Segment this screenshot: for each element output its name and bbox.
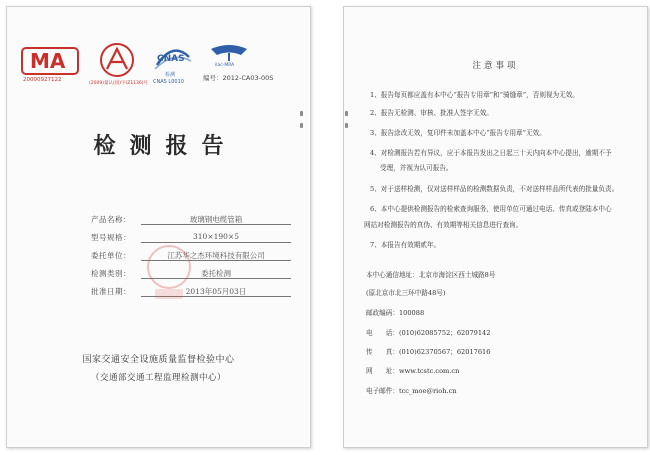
date-stamp [155, 289, 183, 299]
note-line: 1、报告每页都应盖有本中心“报告专用章”和“骑缝章”，否则视为无效。 [370, 91, 579, 99]
cal-logo-graphic [89, 43, 145, 79]
field-product-name [91, 214, 243, 225]
cnas-logo [153, 45, 193, 89]
contact-value: 100088 [398, 309, 425, 317]
field-label: 型号规格： [91, 233, 131, 242]
contact-label: 传 真： [366, 348, 399, 356]
field-label: 产品名称： [91, 215, 131, 224]
ilac-logo [207, 43, 251, 71]
address-line: 本中心通信地址：北京市海淀区西土城路8号 [366, 271, 496, 279]
contact-label: 邮政编码： [366, 309, 399, 317]
contact-postcode [366, 307, 424, 317]
contact-value: (010)62370567；62017616 [398, 348, 491, 356]
note-line: 网站对检测报告的真伪、有效期等相关信息进行查询。 [364, 221, 523, 229]
field-client [91, 250, 265, 261]
contact-website [366, 365, 459, 375]
field-value: 江苏华之杰环境科技有限公司 [167, 251, 265, 260]
contact-value: (010)62085752；62079142 [398, 329, 491, 337]
field-label: 委托单位： [91, 251, 131, 260]
field-label: 检测类别： [91, 269, 131, 278]
contact-value: www.tcstc.com.cn [398, 367, 460, 375]
page-title: 检测报告 [93, 133, 238, 159]
note-line: 3、报告涂改无效，复印件未加盖本中心“报告专用章”无效。 [370, 129, 546, 137]
organization-name: 国家交通安全设施质量监督检验中心 [82, 355, 235, 365]
ilac-logo-graphic [207, 43, 251, 63]
note-line: 7、本报告有效期贰年。 [370, 241, 441, 249]
contact-phone [366, 327, 490, 337]
contact-value: tcc_moe@rioh.cn [398, 387, 457, 395]
cnas-logo-text: CNAS [157, 54, 185, 64]
red-stamp [147, 245, 191, 289]
field-value: 玻璃钢电缆管箱 [189, 215, 243, 224]
contact-email [366, 385, 457, 395]
cma-logo [21, 47, 79, 83]
field-value: 2013年05月03日 [185, 287, 247, 296]
note-line: 5、对于送样检测，仅对送样样品的检测数据负责，不对送样样品所代表的批量负责。 [370, 185, 619, 193]
punch-hole [345, 123, 348, 128]
field-model-spec [91, 232, 239, 243]
contact-fax [366, 346, 490, 356]
punch-hole [300, 111, 303, 116]
field-value: 委托检测 [201, 269, 231, 278]
punch-hole [300, 123, 303, 128]
field-underline [141, 224, 291, 225]
cal-caption: (2009)量认(国)字(Z1136)号 [89, 81, 149, 86]
note-line: 受理，并视为认可报告。 [380, 164, 453, 172]
cnas-caption-code: CNAS L0010 [153, 79, 184, 85]
notes-page [343, 6, 648, 448]
contact-label: 网 址： [366, 367, 399, 375]
contact-label: 电 话： [366, 329, 399, 337]
field-label: 批准日期： [91, 287, 131, 296]
cal-logo-text [149, 13, 151, 14]
cma-logo-text: MA [30, 49, 66, 73]
certificate-number: 编号：2012-CA03-00S [203, 74, 274, 82]
cma-number: 20000927122 [23, 77, 62, 83]
field-test-type [91, 268, 231, 279]
note-line: 4、对检测报告若有异议，应于本报告发出之日起三十天内向本中心提出，逾期不予 [370, 149, 612, 157]
field-underline [141, 242, 291, 243]
ilac-caption: ilac-MRA [215, 63, 235, 68]
cal-logo [89, 43, 149, 87]
report-cover-page [6, 6, 311, 448]
field-approval-date [91, 286, 247, 297]
address-detail: (原北京市北三环中路48号) [366, 289, 446, 297]
note-line: 2、报告无检测、审核、批准人签字无效。 [370, 109, 493, 117]
cnas-caption-test: 检测 [165, 72, 176, 78]
field-value: 310×190×5 [193, 232, 239, 241]
note-line: 6、本中心提供检测报告的检索查询服务，使用单位可通过电话、传真或登陆本中心 [370, 205, 612, 213]
organization-subtitle: （交通部交通工程监理检测中心） [90, 373, 226, 383]
notes-title: 注意事项 [472, 61, 519, 71]
contact-label: 电子邮件： [366, 387, 399, 395]
punch-hole [345, 111, 348, 116]
